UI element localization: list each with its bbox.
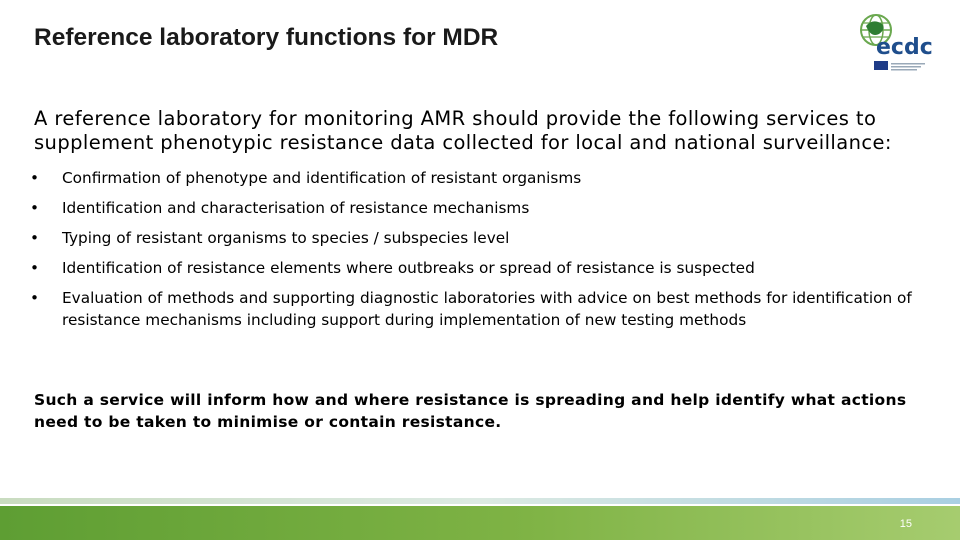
closing-statement: Such a service will inform how and where resistance is spreading and help identify what actions need to be taken to minimise or contain resistance. (34, 391, 907, 431)
ecdc-logo (852, 8, 940, 74)
bullet-icon: • (30, 199, 40, 217)
slide-title: Reference laboratory functions for MDR (34, 24, 499, 51)
list-item-text: Identification and characterisation of resistance mechanisms (62, 199, 530, 217)
list-item (30, 287, 935, 331)
list-item (30, 197, 935, 219)
footer-divider (0, 498, 960, 504)
bullet-icon: • (30, 289, 40, 307)
globe-icon (852, 8, 940, 74)
bullet-icon: • (30, 229, 40, 247)
list-item (30, 257, 935, 279)
bullet-icon: • (30, 259, 40, 277)
list-item-text: Identification of resistance elements where outbreaks or spread of resistance is suspected (62, 259, 755, 277)
list-item-text: Evaluation of methods and supporting diagnostic laboratories with advice on best methods for identification of resistance mechanisms including support during implementation of new testing methods (62, 289, 912, 329)
logo-wordmark: ecdc (876, 35, 933, 60)
list-item-text: Confirmation of phenotype and identification of resistant organisms (62, 169, 582, 187)
bullet-list (30, 167, 935, 339)
list-item-text: Typing of resistant organisms to species / subspecies level (62, 229, 510, 247)
intro-paragraph: A reference laboratory for monitoring AMR should provide the following services to supplement phenotypic resistance data collected for local and national surveillance: (34, 107, 892, 154)
eu-flag-icon (874, 61, 888, 70)
list-item (30, 167, 935, 189)
list-item (30, 227, 935, 249)
bullet-icon: • (30, 169, 40, 187)
footer-bar (0, 506, 960, 540)
page-number: 15 (899, 518, 912, 530)
